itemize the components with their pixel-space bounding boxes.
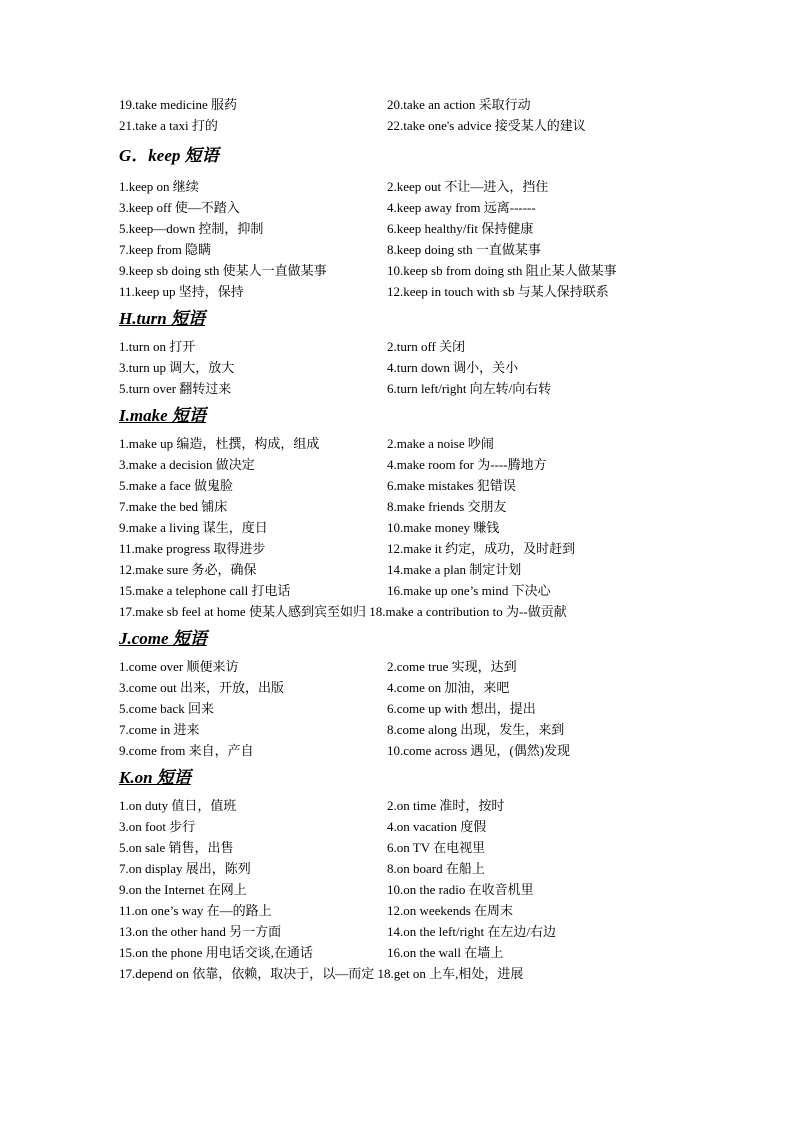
list-item	[119, 921, 679, 942]
phrase-right: 12.on weekends 在周末	[387, 903, 514, 918]
list-item	[119, 580, 679, 601]
phrase-left: 5.make a face 做鬼脸	[119, 478, 234, 493]
phrase-left: 9.make a living 谋生，度日	[119, 520, 268, 535]
phrase-right: 10.on the radio 在收音机里	[387, 882, 534, 897]
phrase-right: 2.make a noise 吵闹	[387, 436, 494, 451]
phrase-right: 6.keep healthy/fit 保持健康	[387, 221, 534, 236]
phrase-left: 1.on duty 值日，值班	[119, 798, 237, 813]
phrase-left: 3.turn up 调大，放大	[119, 360, 235, 375]
list-item	[119, 281, 679, 302]
phrase-right: 2.keep out 不让—进入，挡住	[387, 179, 549, 194]
phrase-left: 3.keep off 使—不踏入	[119, 200, 240, 215]
section-make-list	[119, 433, 679, 622]
list-item	[119, 357, 679, 378]
phrase-left: 1.turn on 打开	[119, 339, 196, 354]
phrase-left: 7.keep from 隐瞒	[119, 242, 212, 257]
phrase-left: 5.on sale 销售，出售	[119, 840, 234, 855]
phrase-right: 4.come on 加油，来吧	[387, 680, 510, 695]
phrase-right: 10.come across 遇见，(偶然)发现	[387, 743, 571, 758]
list-item	[119, 698, 679, 719]
list-item	[119, 942, 679, 963]
phrase-right: 8.come along 出现，发生，来到	[387, 722, 565, 737]
phrase-right: 6.make mistakes 犯错误	[387, 478, 516, 493]
phrase-right: 10.keep sb from doing sth 阻止某人做某事	[387, 263, 617, 278]
list-item	[119, 900, 679, 921]
phrase-right: 14.make a plan 制定计划	[387, 562, 522, 577]
section-title: G．keep 短语	[119, 146, 219, 165]
list-item	[119, 239, 679, 260]
phrase-left: 11.make progress 取得进步	[119, 541, 266, 556]
phrase-right: 8.keep doing sth 一直做某事	[387, 242, 541, 257]
list-item	[119, 740, 679, 761]
list-item	[119, 879, 679, 900]
phrase-right: 14.on the left/right 在左边/右边	[387, 924, 556, 939]
section-title: K.on 短语	[119, 768, 191, 787]
section-heading-come	[119, 622, 679, 656]
phrase-right: 2.come true 实现，达到	[387, 659, 517, 674]
section-title: I.make 短语	[119, 406, 206, 425]
list-item	[119, 94, 679, 115]
list-item	[119, 197, 679, 218]
section-on-list	[119, 795, 679, 984]
phrase-full-line: 17.depend on 依靠，依赖，取决于，以—而定 18.get on 上车,相处，进展	[119, 966, 524, 981]
list-item	[119, 336, 679, 357]
section-title: J.come 短语	[119, 629, 207, 648]
phrase-right: 4.make room for 为----腾地方	[387, 457, 547, 472]
list-item	[119, 454, 679, 475]
phrase-left: 5.turn over 翻转过来	[119, 381, 232, 396]
section-heading-on	[119, 761, 679, 795]
phrase-right: 12.make it 约定，成功，及时赶到	[387, 541, 576, 556]
list-item	[119, 378, 679, 399]
phrase-left: 5.keep—down 控制，抑制	[119, 221, 264, 236]
intro-rows	[119, 94, 679, 136]
phrase-right: 4.turn down 调小，关小	[387, 360, 519, 375]
document-page	[119, 94, 679, 984]
phrase-right: 12.keep in touch with sb 与某人保持联系	[387, 284, 609, 299]
phrase-right: 20.take an action 采取行动	[387, 97, 531, 112]
phrase-right: 2.turn off 关闭	[387, 339, 466, 354]
phrase-right: 16.make up one’s mind 下决心	[387, 583, 551, 598]
list-item	[119, 433, 679, 454]
phrase-left: 1.make up 编造，杜撰，构成，组成	[119, 436, 320, 451]
phrase-right: 2.on time 准时，按时	[387, 798, 505, 813]
list-item	[119, 538, 679, 559]
list-item	[119, 475, 679, 496]
list-item	[119, 559, 679, 580]
phrase-left: 1.come over 顺便来访	[119, 659, 239, 674]
list-item	[119, 858, 679, 879]
phrase-left: 21.take a taxi 打的	[119, 118, 218, 133]
section-heading-make	[119, 399, 679, 433]
phrase-left: 7.come in 进来	[119, 722, 200, 737]
phrase-left: 9.keep sb doing sth 使某人一直做某事	[119, 263, 327, 278]
list-item	[119, 677, 679, 698]
list-item	[119, 656, 679, 677]
phrase-right: 6.come up with 想出，提出	[387, 701, 536, 716]
phrase-left: 11.keep up 坚持，保持	[119, 284, 244, 299]
section-keep-list	[119, 176, 679, 302]
section-heading-keep	[119, 136, 679, 176]
phrase-left: 1.keep on 继续	[119, 179, 199, 194]
phrase-left: 9.come from 来自，产自	[119, 743, 254, 758]
phrase-full-line: 17.make sb feel at home 使某人感到宾至如归 18.make a contribution to 为--做贡献	[119, 604, 567, 619]
phrase-left: 9.on the Internet 在网上	[119, 882, 247, 897]
phrase-right: 6.on TV 在电视里	[387, 840, 486, 855]
phrase-left: 3.make a decision 做决定	[119, 457, 255, 472]
phrase-right: 8.make friends 交朋友	[387, 499, 507, 514]
list-item	[119, 218, 679, 239]
list-item	[119, 517, 679, 538]
phrase-right: 6.turn left/right 向左转/向右转	[387, 381, 552, 396]
list-item	[119, 496, 679, 517]
list-item	[119, 795, 679, 816]
list-item	[119, 719, 679, 740]
phrase-left: 13.on the other hand 另一方面	[119, 924, 282, 939]
phrase-right: 4.keep away from 远离------	[387, 200, 536, 215]
list-item	[119, 816, 679, 837]
phrase-left: 15.on the phone 用电话交谈,在通话	[119, 945, 313, 960]
phrase-left: 7.make the bed 铺床	[119, 499, 228, 514]
phrase-right: 4.on vacation 度假	[387, 819, 487, 834]
phrase-left: 11.on one’s way 在—的路上	[119, 903, 272, 918]
section-heading-turn	[119, 302, 679, 336]
list-item	[119, 601, 679, 622]
phrase-left: 3.on foot 步行	[119, 819, 196, 834]
section-title: H.turn 短语	[119, 309, 205, 328]
phrase-left: 12.make sure 务必，确保	[119, 562, 257, 577]
phrase-right: 10.make money 赚钱	[387, 520, 500, 535]
phrase-left: 7.on display 展出，陈列	[119, 861, 251, 876]
phrase-right: 16.on the wall 在墙上	[387, 945, 504, 960]
phrase-left: 3.come out 出来，开放，出版	[119, 680, 285, 695]
list-item	[119, 963, 679, 984]
phrase-right: 22.take one's advice 接受某人的建议	[387, 118, 586, 133]
list-item	[119, 176, 679, 197]
phrase-left: 19.take medicine 服药	[119, 97, 238, 112]
list-item	[119, 115, 679, 136]
phrase-left: 15.make a telephone call 打电话	[119, 583, 291, 598]
list-item	[119, 837, 679, 858]
phrase-left: 5.come back 回来	[119, 701, 214, 716]
section-come-list	[119, 656, 679, 761]
list-item	[119, 260, 679, 281]
section-turn-list	[119, 336, 679, 399]
phrase-right: 8.on board 在船上	[387, 861, 485, 876]
